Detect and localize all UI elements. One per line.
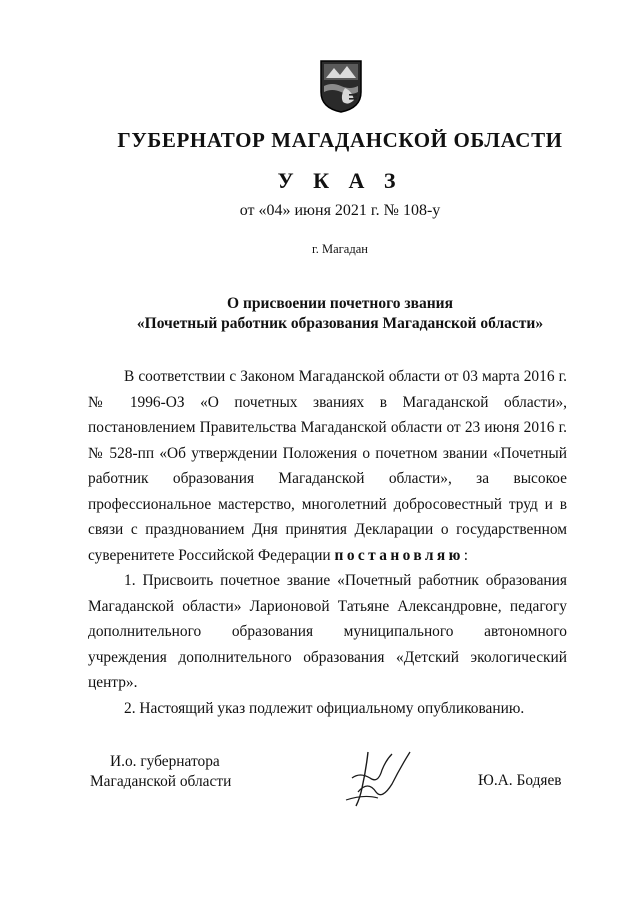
document-title: [0, 294, 640, 334]
document-type: У К А З: [277, 168, 403, 193]
title-line-2: «Почетный работник образования Магаданской области»: [136, 315, 544, 332]
preamble-text: В соответствии с Законом Магаданской области от 03 марта 2016 г. № 1996-ОЗ «О почетных званиях в Магаданской области», постановлением Правительства Магаданской области от 23 июня 2016 г. № 528-пп «Об утверждении Положения о почетном звании «Почетный работник образования Магаданской области», за высокое профессиональное мастерство, многолетний добросовестный труд и в связи с празднованием Дня принятия Декларации о государственном суверенитете Российской Федерации: [88, 368, 567, 564]
item-2-paragraph: 2. Настоящий указ подлежит официальному опубликованию.: [124, 699, 525, 717]
signatory-position: [90, 752, 231, 792]
authority-heading: ГУБЕРНАТОР МАГАДАНСКОЙ ОБЛАСТИ: [117, 128, 563, 152]
handwritten-signature: [338, 748, 418, 812]
position-line-1: И.о. губернатора: [110, 753, 220, 770]
signatory-name: Ю.А. Бодяев: [478, 772, 562, 789]
position-line-2: Магаданской области: [90, 773, 232, 790]
date-and-number: от «04» июня 2021 г. № 108-у: [239, 202, 441, 219]
item-1-paragraph: 1. Присвоить почетное звание «Почетный работник образования Магаданской области» Ларионовой Татьяне Александровне, педагогу дополнительного образования муниципального автономного учреждения дополнительного образования «Детский экологический центр».: [88, 572, 567, 691]
preamble-paragraph: [88, 364, 567, 568]
coat-of-arms-icon: [318, 58, 364, 114]
decree-word: постановляю: [334, 546, 464, 564]
decree-colon: :: [463, 546, 469, 564]
title-line-1: О присвоении почетного звания: [227, 295, 453, 312]
document-body: [88, 364, 567, 721]
city-line: г. Магадан: [312, 242, 368, 256]
